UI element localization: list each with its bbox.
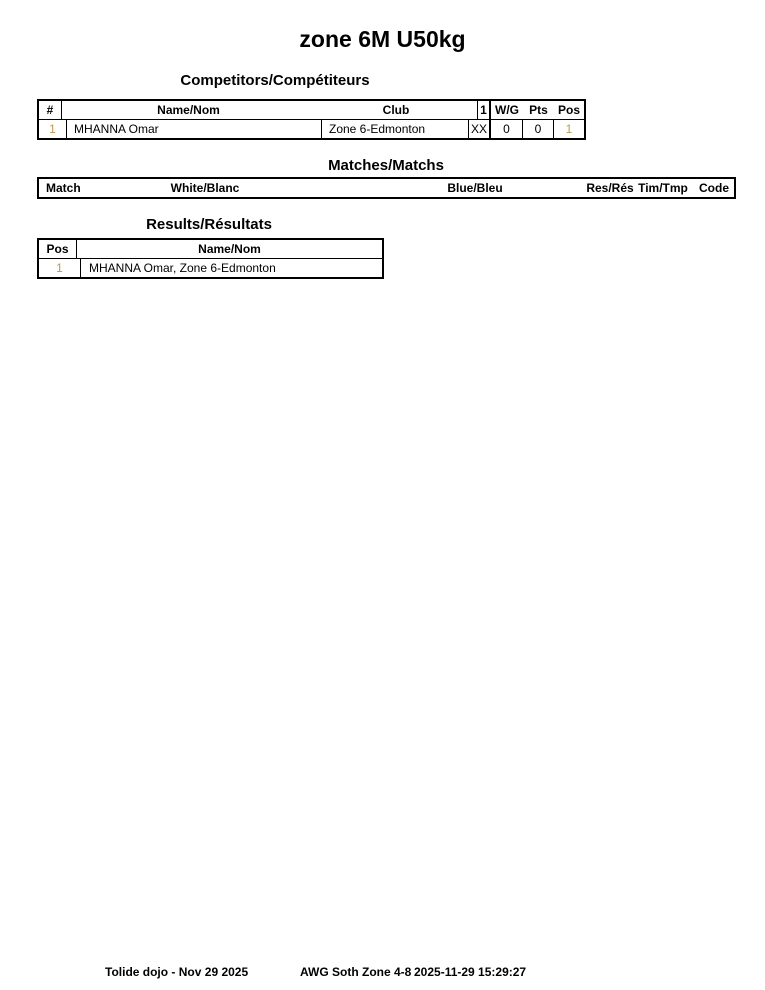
competitors-table-main <box>39 101 491 138</box>
competitor-club: Zone 6-Edmonton <box>322 120 469 138</box>
footer-timestamp: 2025-11-29 15:29:27 <box>414 965 527 979</box>
competitor-score-row <box>491 120 584 138</box>
competitor-number: 1 <box>39 120 67 138</box>
competitor-round1-result: XX <box>470 122 487 136</box>
matches-header-code: Code <box>699 181 729 195</box>
matches-header-tim: Tim/Tmp <box>638 181 688 195</box>
competitors-header-wg: W/G <box>495 103 519 117</box>
competitors-header-name: Name/Nom <box>157 103 220 117</box>
competitors-table <box>37 99 586 140</box>
results-table <box>37 238 384 279</box>
matches-section-title: Matches/Matchs <box>328 157 444 174</box>
result-name-value: MHANNA Omar, Zone 6-Edmonton <box>89 261 276 275</box>
matches-header-white: White/Blanc <box>170 181 240 195</box>
results-section-title: Results/Résultats <box>146 216 272 233</box>
results-header-row <box>39 240 382 259</box>
competitor-name: MHANNA Omar <box>67 120 322 138</box>
competitors-header-club: Club <box>315 101 478 119</box>
results-header-name: Name/Nom <box>198 242 261 256</box>
competitors-header-num: # <box>39 101 62 119</box>
matches-header-blue: Blue/Bleu <box>447 181 503 195</box>
competitors-header-round1: 1 <box>480 103 487 117</box>
matches-table <box>37 177 736 199</box>
competitors-header-row <box>39 101 489 120</box>
results-header-pos: Pos <box>39 240 77 258</box>
result-pos-value: 1 <box>39 259 81 277</box>
matches-header-res: Res/Rés <box>586 181 634 195</box>
competitors-table-score <box>491 101 584 138</box>
competitors-section-title: Competitors/Compétiteurs <box>180 72 370 89</box>
competitor-row <box>39 120 489 138</box>
footer-club-date: Tolide dojo - Nov 29 2025 <box>105 965 249 979</box>
competitors-header-pos: Pos <box>557 103 580 117</box>
competitor-wg-value: 0 <box>491 120 523 138</box>
competitors-header-pts: Pts <box>529 103 548 117</box>
page-title: zone 6M U50kg <box>299 26 466 52</box>
competitors-score-header-row <box>491 101 584 120</box>
matches-header-match: Match <box>46 181 81 195</box>
competitor-pos-value: 1 <box>565 122 573 136</box>
result-row <box>39 259 382 277</box>
footer-event-name: AWG Soth Zone 4-8 <box>300 965 412 979</box>
competitor-pts-value: 0 <box>523 120 554 138</box>
